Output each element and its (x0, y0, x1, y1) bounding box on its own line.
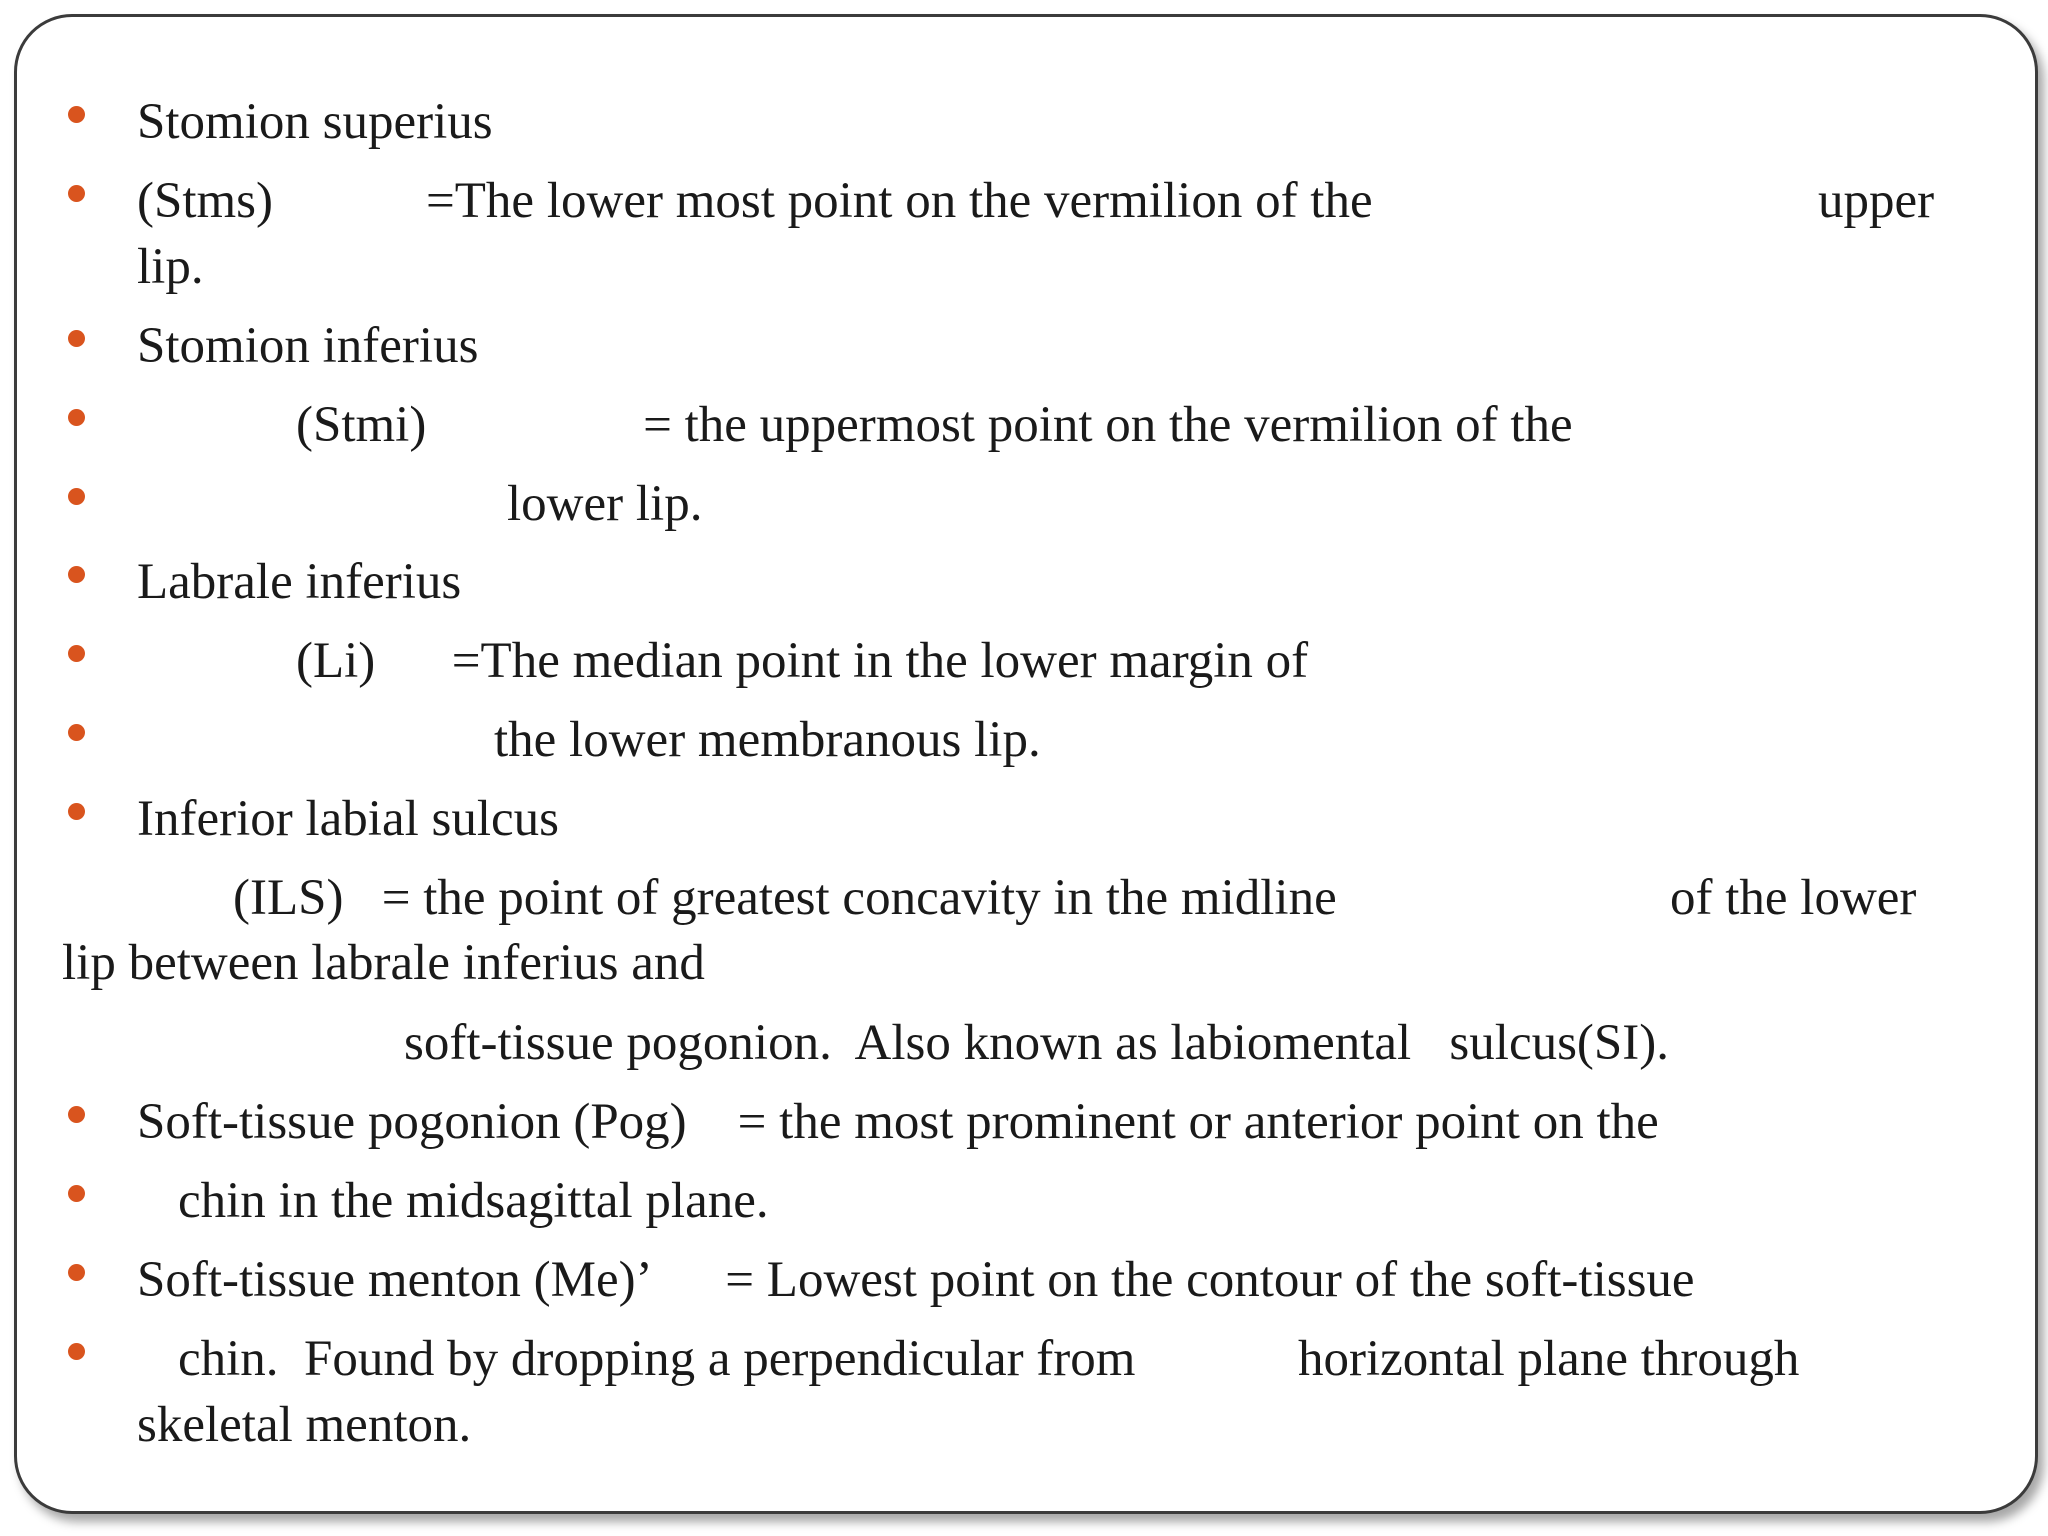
bullet-5 (68, 488, 85, 505)
definition-stmi: (Stmi) = the uppermost point on the vermilion of the (296, 397, 1573, 453)
bullet-10 (68, 1106, 85, 1123)
definition-me-end: skeletal menton. (137, 1397, 472, 1453)
definition-stms-end: lip. (137, 239, 204, 295)
definition-ils-line3: soft-tissue pogonion. Also known as labiomental sulcus(SI). (404, 1015, 1669, 1071)
definition-stms: (Stms) =The lower most point on the vermilion of the (137, 173, 1373, 229)
definition-me: Soft-tissue menton (Me)’ = Lowest point on the contour of the soft-tissue (137, 1252, 1695, 1308)
bullet-2 (68, 185, 85, 202)
bullet-1 (68, 106, 85, 123)
definition-li: (Li) =The median point in the lower margin of (296, 633, 1309, 689)
definition-me-cont2: horizontal plane through (1298, 1331, 1800, 1387)
bullet-3 (68, 330, 85, 347)
definition-li-cont: the lower membranous lip. (494, 712, 1041, 768)
term-stomion-inferius: Stomion inferius (137, 318, 479, 374)
bullet-4 (68, 409, 85, 426)
term-stomion-superius: Stomion superius (137, 94, 493, 150)
definition-me-cont: chin. Found by dropping a perpendicular from (178, 1331, 1136, 1387)
definition-ils-cont: of the lower (1670, 870, 1917, 926)
term-inferior-labial-sulcus: Inferior labial sulcus (137, 791, 560, 847)
definition-pog-cont: chin in the midsagittal plane. (178, 1173, 769, 1229)
bullet-8 (68, 724, 85, 741)
definition-pog: Soft-tissue pogonion (Pog) = the most prominent or anterior point on the (137, 1094, 1659, 1150)
definition-stmi-cont: lower lip. (507, 476, 703, 532)
bullet-6 (68, 566, 85, 583)
definition-stms-cont: upper (1818, 173, 1935, 229)
bullet-7 (68, 645, 85, 662)
definition-ils-line2: lip between labrale inferius and (62, 935, 705, 991)
definition-ils: (ILS) = the point of greatest concavity in the midline (233, 870, 1337, 926)
term-labrale-inferius: Labrale inferius (137, 554, 462, 610)
bullet-12 (68, 1264, 85, 1281)
bullet-11 (68, 1185, 85, 1202)
bullet-9 (68, 803, 85, 820)
bullet-13 (68, 1343, 85, 1360)
